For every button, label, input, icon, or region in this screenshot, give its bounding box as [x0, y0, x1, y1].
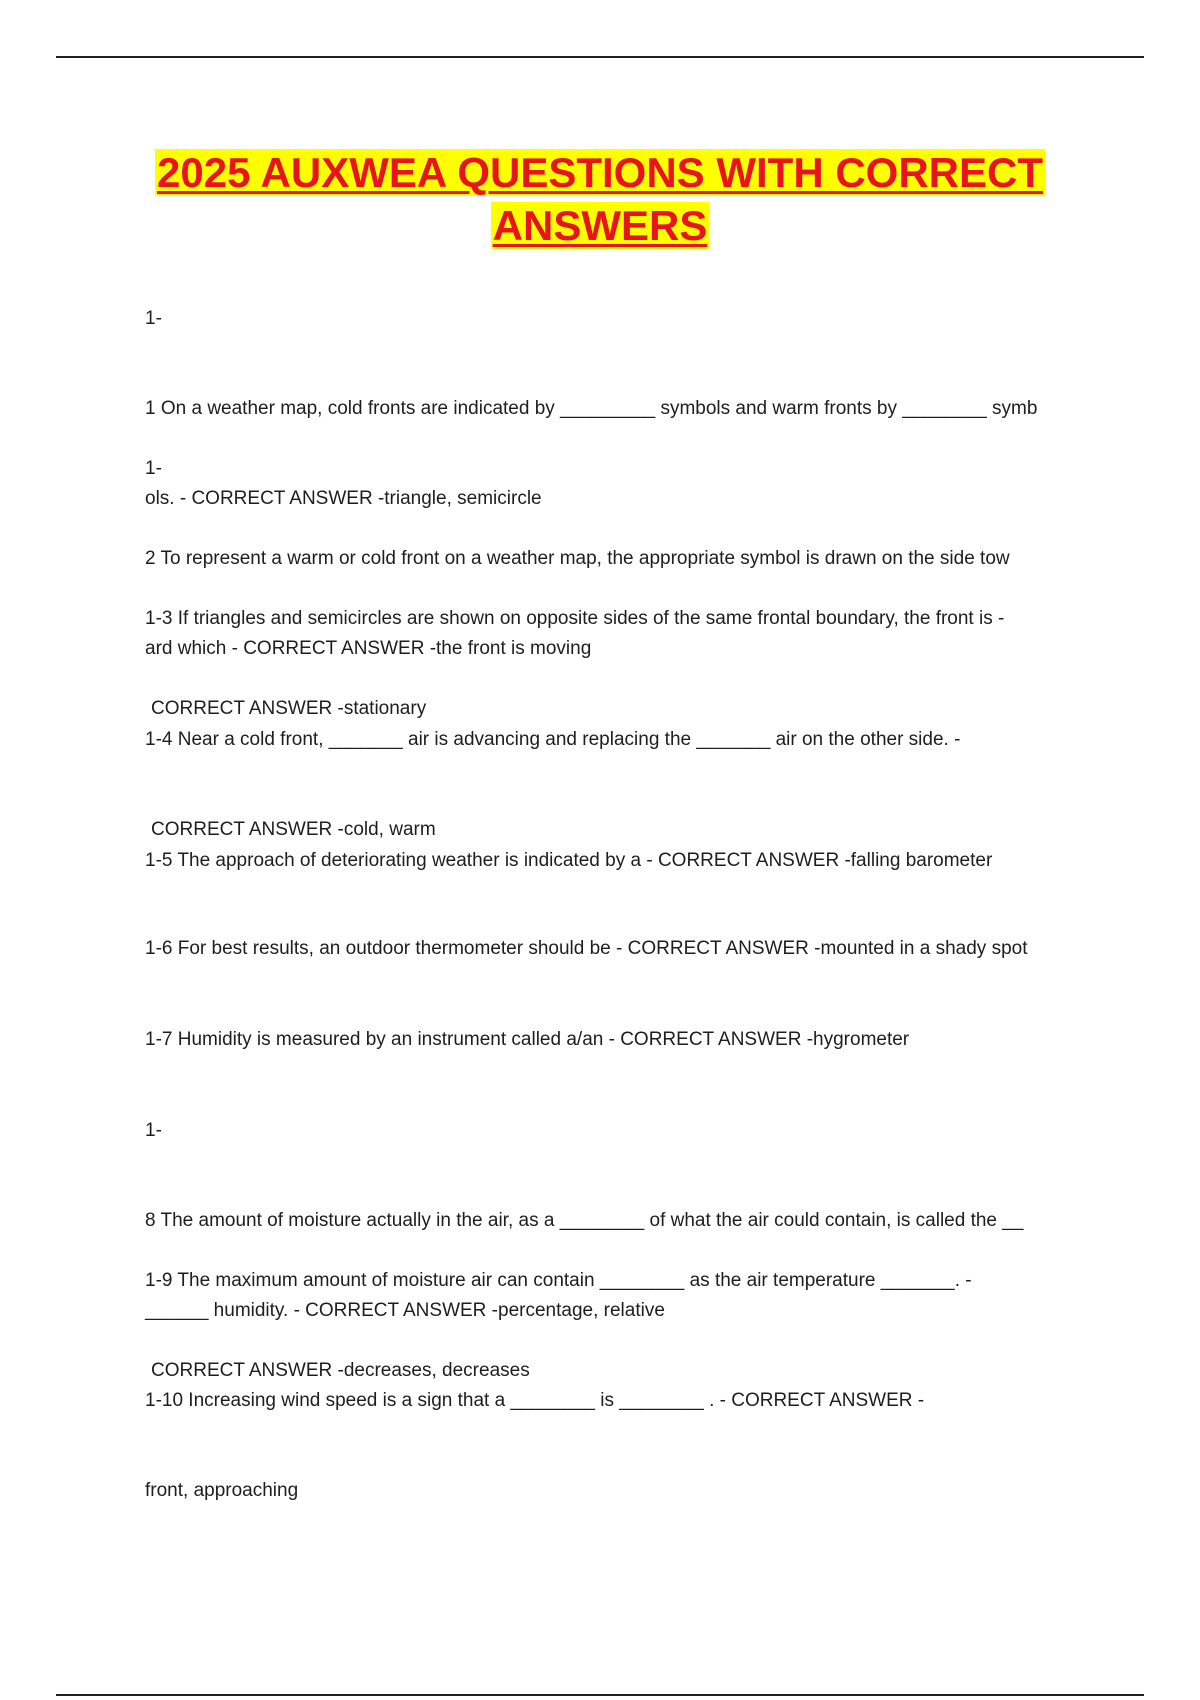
question-line: 1-6 For best results, an outdoor thermometer should be - CORRECT ANSWER -mounted in a shady spot: [145, 938, 1028, 959]
document-title: [100, 146, 1100, 252]
question-line: 1 On a weather map, cold fronts are indicated by _________ symbols and warm fronts by ________ symb: [145, 398, 1038, 419]
top-rule: [56, 56, 1144, 58]
question-item-1-10: [145, 1326, 1095, 1536]
question-line: 1-3 If triangles and semicircles are shown on opposite sides of the same frontal boundary, the front is -: [145, 608, 1005, 629]
question-line: CORRECT ANSWER -cold, warm: [151, 819, 436, 840]
question-line: 1-5 The approach of deteriorating weather is indicated by a - CORRECT ANSWER -falling barometer: [145, 850, 993, 871]
question-line: front, approaching: [145, 1480, 299, 1501]
question-line: 1-7 Humidity is measured by an instrument called a/an - CORRECT ANSWER -hygrometer: [145, 1029, 910, 1050]
question-line: 1-10 Increasing wind speed is a sign that a ________ is ________ . - CORRECT ANSWER -: [145, 1390, 925, 1411]
question-line: 1-: [145, 458, 162, 479]
question-line: 8 The amount of moisture actually in the air, as a ________ of what the air could contain, is called the __: [145, 1210, 1024, 1231]
bottom-rule: [56, 1694, 1144, 1696]
question-line: 1-9 The maximum amount of moisture air can contain ________ as the air temperature _______. -: [145, 1270, 972, 1291]
title-line-1: 2025 AUXWEA QUESTIONS WITH CORRECT: [157, 149, 1043, 196]
title-line-2: ANSWERS: [492, 202, 708, 249]
question-line: 1-4 Near a cold front, _______ air is advancing and replacing the _______ air on the other side. -: [145, 729, 961, 750]
question-line: ard which - CORRECT ANSWER -the front is moving: [145, 638, 592, 659]
question-line: ols. - CORRECT ANSWER -triangle, semicircle: [145, 488, 542, 509]
question-line: 1-: [145, 1120, 162, 1141]
question-line: ______ humidity. - CORRECT ANSWER -percentage, relative: [145, 1300, 665, 1321]
question-line: CORRECT ANSWER -stationary: [151, 698, 427, 719]
question-line: CORRECT ANSWER -decreases, decreases: [151, 1360, 530, 1381]
question-line: 2 To represent a warm or cold front on a weather map, the appropriate symbol is drawn on the side tow: [145, 548, 1010, 569]
question-line: 1-: [145, 308, 162, 329]
